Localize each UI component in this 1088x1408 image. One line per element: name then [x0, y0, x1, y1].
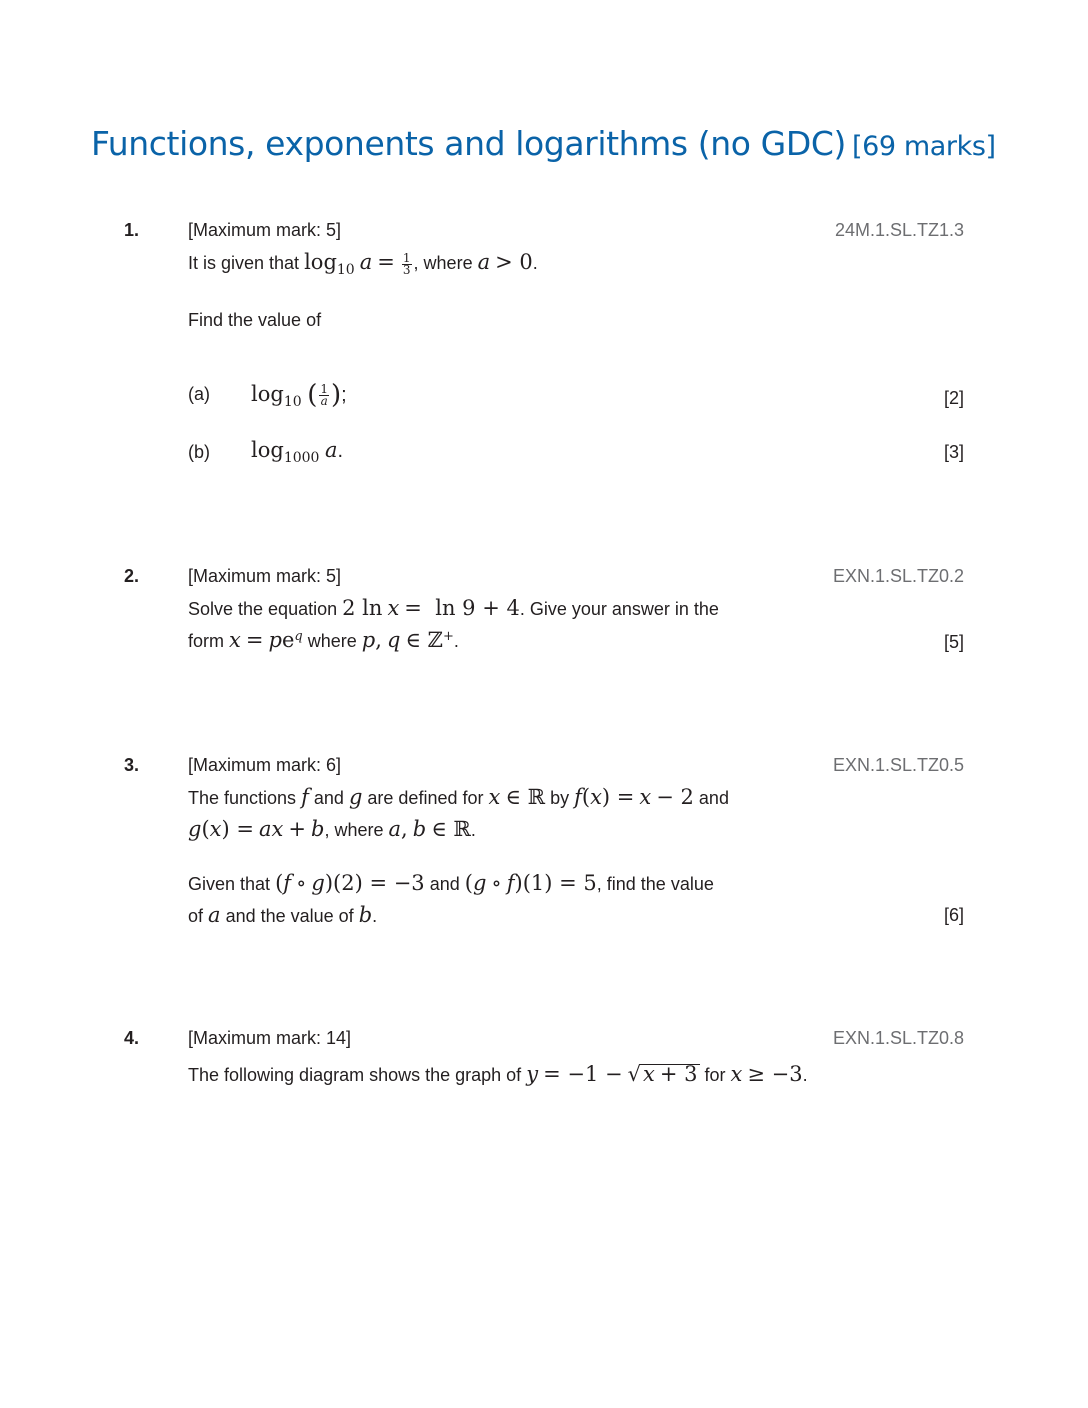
question-intro: It is given that $\log_{10} a$ = $\frac{1}{3}$ , where a > 0. — [188, 250, 538, 279]
part-a-expression: $\log_{10}$ ( $\frac{1}{a}$ ); — [251, 380, 347, 411]
question-text: The following diagram shows the graph of y = −1 − √x + 3 for x ≥ −3. — [188, 1062, 808, 1086]
find-instruction: Find the value of — [188, 310, 322, 330]
part-b-expression: $\log_{1000} a$. — [251, 438, 344, 467]
question-text-line-1: The functions f and g are defined for x ∈ ℝ by f(x) = x − 2 and — [188, 785, 729, 809]
maximum-mark: [Maximum mark: 5] — [188, 220, 342, 240]
question-number: 4. — [124, 1028, 140, 1048]
part-a-label: (a) — [188, 384, 210, 404]
question-marks: [5] — [943, 632, 964, 652]
part-b-marks: [3] — [943, 442, 964, 462]
question-text-line-3: Given that (f ∘ g)(2) = −3 and (g ∘ f)(1) = 5, find the value — [188, 871, 714, 895]
question-reference: 24M.1.SL.TZ1.3 — [834, 220, 964, 240]
question-marks: [6] — [943, 905, 964, 925]
question-number: 2. — [124, 566, 140, 586]
maximum-mark: [Maximum mark: 6] — [188, 755, 342, 775]
question-reference: EXN.1.SL.TZ0.5 — [832, 755, 964, 775]
question-number: 1. — [124, 220, 140, 240]
question-text-line-2: g(x) = ax + b, where a, b ∈ ℝ. — [188, 817, 476, 841]
question-text-line-4: of a and the value of b. — [188, 903, 378, 927]
maximum-mark: [Maximum mark: 14] — [188, 1028, 352, 1048]
question-text-line-2: form $x = pe^q$ where p, q ∈ ℤ+. — [188, 628, 459, 652]
question-text-line-1: Solve the equation 2 ln x = ln 9 + 4. Give your answer in the — [188, 596, 719, 620]
question-reference: EXN.1.SL.TZ0.2 — [832, 566, 964, 586]
total-marks: [69 marks] — [851, 131, 996, 162]
page-title — [91, 124, 996, 163]
title-text: Functions, exponents and logarithms (no GDC) — [91, 124, 846, 163]
question-number: 3. — [124, 755, 140, 775]
maximum-mark: [Maximum mark: 5] — [188, 566, 342, 586]
part-b-label: (b) — [188, 442, 210, 462]
part-a-marks: [2] — [943, 388, 964, 408]
question-reference: EXN.1.SL.TZ0.8 — [832, 1028, 964, 1048]
